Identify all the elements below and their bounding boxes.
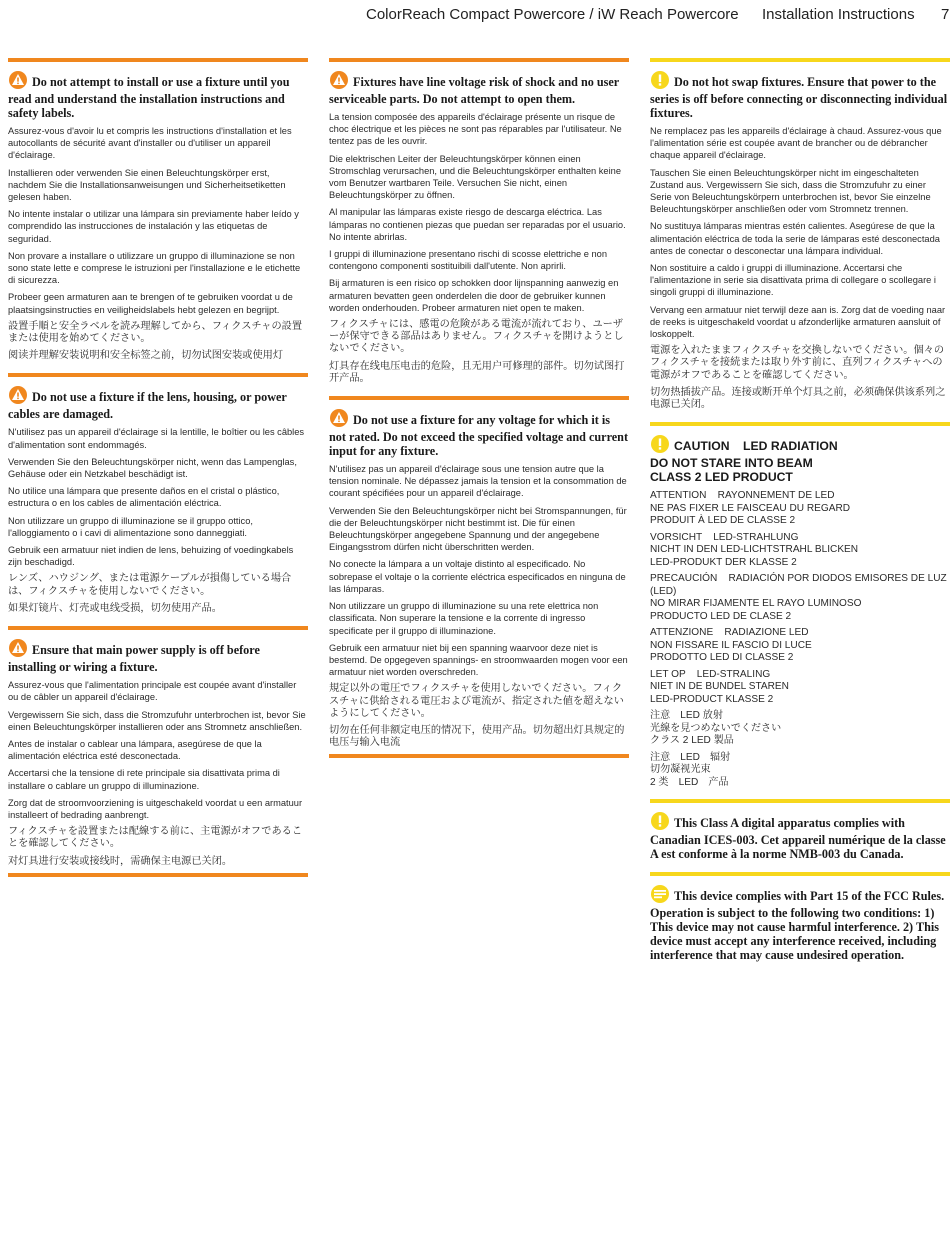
warning-heading: Do not attempt to install or use a fixture until you read and understand the installation instructions and safety labels. bbox=[8, 75, 290, 120]
notice-heading: This device complies with Part 15 of the FCC Rules. Operation is subject to the following two conditions: 1) This device may not cause harmful interference. 2) This device must accept any interference received, including interference that may cause undesired operation. bbox=[650, 889, 945, 963]
warning-heading: Fixtures have line voltage risk of shock and no user serviceable parts. Do not attempt to open them. bbox=[329, 75, 620, 106]
warning-text-nl: Zorg dat de stroomvoorziening is uitgeschakeld voordat u een armatuur installeert of bedrading aanbrengt. bbox=[8, 797, 303, 820]
caution-block-de: VORSICHT LED-STRAHLUNG NICHT IN DEN LED-LICHTSTRAHL BLICKEN LED-PRODUKT DER KLASSE 2 bbox=[650, 531, 859, 568]
warning-hot-swap bbox=[650, 58, 950, 411]
exclamation-circle-icon bbox=[650, 71, 670, 92]
warning-heading: Ensure that main power supply is off before installing or wiring a fixture. bbox=[8, 643, 260, 675]
warning-text-ja: フィクスチャを設置または配線する前に、主電源がオフであることを確認してください。 bbox=[8, 826, 303, 850]
caution-block-es: PRECAUCIÓN RADIACIÓN POR DIODOS EMISORES DE LUZ (LED) NO MIRAR FIJAMENTE EL RAYO LUMINOSO PRODUCTO LED DE CLASE 2 bbox=[650, 573, 950, 622]
caution-led-radiation bbox=[650, 422, 950, 789]
caution-heading-line: DO NOT STARE INTO BEAM bbox=[650, 456, 813, 471]
warning-text-it: Non utilizzare un gruppo di illuminazione su una rete elettrica non classificata. Non superare la tensione e la corrente di ingresso specificate per il gruppo di illuminazione. bbox=[329, 601, 599, 636]
warning-triangle-icon bbox=[8, 386, 28, 407]
note-lines-icon bbox=[650, 885, 670, 906]
warning-text-de: Vergewissern Sie sich, dass die Stromzufuhr unterbrochen ist, bevor Sie einen Beleuchtungskörper installieren oder ans Stromnetz anschließen. bbox=[8, 709, 306, 732]
warning-text-es: Antes de instalar o cablear una lámpara, asegúrese de que la alimentación eléctrica esté desconectada. bbox=[8, 738, 262, 762]
warning-text-nl: Probeer geen armaturen aan te brengen of te gebruiken voordat u de plaatsingsinstructies en veiligheidslabels hebt gelezen en begrijpt. bbox=[8, 292, 293, 315]
warning-heading: Do not use a fixture if the lens, housing, or power cables are damaged. bbox=[8, 390, 287, 422]
warning-rated-voltage bbox=[329, 396, 629, 749]
warning-text-zh: 阅读并理解安装说明和安全标签之前，切勿试图安装或使用灯 bbox=[8, 350, 284, 362]
warning-text-es: No sustituya lámparas mientras estén calientes. Asegúrese de que la alimentación eléctrica de toda la serie de lámparas esté desconectada antes de conectar o desconectar una lámpara individual. bbox=[650, 221, 940, 256]
warning-text-nl: Bij armaturen is een risico op schokken door lijnspanning aanwezig en armaturen bevatten geen onderdelen die door de gebruiker kunnen worden onderhouden. Probeer armaturen niet open te maken. bbox=[329, 278, 619, 313]
warning-line-voltage bbox=[329, 58, 629, 385]
warning-text-it: I gruppi di illuminazione presentano rischi di scosse elettriche e non contengono componenti sostituibili dall'utente. Non aprirli. bbox=[329, 249, 608, 272]
caution-block-fr: ATTENTION RAYONNEMENT DE LED NE PAS FIXER LE FAISCEAU DU REGARD PRODUIT À LED DE CLASSE 2 bbox=[650, 490, 851, 527]
page-number: 7 bbox=[941, 6, 950, 23]
column-right bbox=[650, 58, 950, 967]
warning-text-de: Installieren oder verwenden Sie einen Beleuchtungskörper erst, nachdem Sie die Installationsanweisungen und Sicherheitsetiketten gelesen haben. bbox=[8, 167, 286, 203]
warning-text-zh: 如果灯镜片、灯壳或电线受损，切勿使用产品。 bbox=[8, 602, 222, 614]
warning-text-es: No intente instalar o utilizar una lámpara sin previamente haber leído y comprendido las instrucciones de instalación y las etiquetas de seguridad. bbox=[8, 209, 299, 244]
product-title: ColorReach Compact Powercore / iW Reach Powercore bbox=[366, 6, 739, 23]
exclamation-circle-icon bbox=[650, 435, 670, 456]
warning-triangle-icon bbox=[8, 639, 28, 660]
warning-text-fr: Ne remplacez pas les appareils d'éclairage à chaud. Assurez-vous que l'alimentation série est coupée avant de brancher ou de débrancher chaque appareil d'éclairage. bbox=[650, 126, 942, 161]
warning-power-off bbox=[8, 626, 308, 868]
warning-text-de: Verwenden Sie den Beleuchtungskörper nicht bei Stromspannungen, für die der Beleuchtungskörper nicht bestimmt ist. Die für einen Beleuchtungskörper angegebene Spannung und der angegebene Eingangsstrom dürfen nicht überschritten werden. bbox=[329, 505, 627, 553]
caution-heading-line: CLASS 2 LED PRODUCT bbox=[650, 470, 793, 485]
warning-text-zh: 对灯具进行安装或接线时，需确保主电源已关闭。 bbox=[8, 855, 233, 867]
notice-heading: This Class A digital apparatus complies with Canadian ICES-003. Cet appareil numérique de la classe A est conforme à la norme NMB-003 du Canada. bbox=[650, 816, 946, 862]
warning-text-ja: 電源を入れたままフィクスチャを交換しないでください。個々のフィクスチャを接続または取り外す前に、直列フィクスチャへの電源がオフであることを確認してください。 bbox=[650, 345, 945, 381]
warning-text-ja: レンズ、ハウジング、または電源ケーブルが損傷している場合は、フィクスチャを使用しないでください。 bbox=[8, 573, 292, 597]
warning-heading: Do not hot swap fixtures. Ensure that power to the series is off before connecting or disconnecting individual fixtures. bbox=[650, 75, 948, 120]
warning-text-ja: 設置手順と安全ラベルを読み理解してから、フィクスチャの設置または使用を始めてください。 bbox=[8, 320, 303, 345]
caution-block-zh: 注意 LED 辐射 切勿凝视光束 2 类 LED 产品 bbox=[650, 751, 731, 788]
caution-block-nl: LET OP LED-STRALING NIET IN DE BUNDEL STAREN LED-PRODUCT KLASSE 2 bbox=[650, 668, 789, 705]
warning-text-zh: 灯具存在线电压电击的危险，且无用户可修理的部件。切勿试图打开产品。 bbox=[329, 360, 625, 384]
warning-text-ja: 規定以外の電圧でフィクスチャを使用しないでください。フィクスチャに供給される電圧および電流が、指定された値を超えないようにしてください。 bbox=[329, 683, 624, 719]
page-header bbox=[0, 6, 950, 28]
warning-damaged-fixture bbox=[8, 373, 308, 615]
warning-triangle-icon bbox=[329, 71, 349, 92]
warning-text-it: Accertarsi che la tensione di rete principale sia disattivata prima di installare o cablare un gruppo di illuminazione. bbox=[8, 768, 280, 791]
warning-text-es: Al manipular las lámparas existe riesgo de descarga eléctrica. Las lámparas no contienen piezas que puedan ser reparadas por el usuario. No intente abrirlas. bbox=[329, 207, 626, 242]
warning-text-nl: Vervang een armatuur niet terwijl deze aan is. Zorg dat de voeding naar de reeks is uitgeschakeld voordat u afzonderlijke armaturen aansluit of loskoppelt. bbox=[650, 304, 946, 340]
exclamation-circle-icon bbox=[650, 812, 670, 833]
warning-text-nl: Gebruik een armatuur niet bij een spanning waarvoor deze niet is bestemd. De opgegeven spannings- en stroomwaarden mogen voor een armatuur niet worden overschreden. bbox=[329, 642, 628, 678]
notice-ices bbox=[650, 799, 950, 861]
warning-heading: Do not use a fixture for any voltage for which it is not rated. Do not exceed the specified voltage and current input for any fixture. bbox=[329, 413, 628, 459]
warning-text-fr: N'utilisez pas un appareil d'éclairage sous une tension autre que la tension nominale. Ne dépassez jamais la tension et la consommation de courant spécifiées pour un appareil d'éclairage. bbox=[329, 464, 627, 499]
caution-block-it: ATTENZIONE RADIAZIONE LED NON FISSARE IL FASCIO DI LUCE PRODOTTO LED DI CLASSE 2 bbox=[650, 627, 812, 664]
warning-text-fr: La tension composée des appareils d'éclairage présente un risque de choc électrique et les pièces ne sont pas réparables par l'utilisateur. Ne tentez pas de les ouvrir. bbox=[329, 112, 622, 147]
warning-text-es: No utilice una lámpara que presente daños en el cristal o plástico, estructura o en los cables de alimentación eléctrica. bbox=[8, 486, 280, 509]
warning-text-it: Non sostituire a caldo i gruppi di illuminazione. Accertarsi che l'alimentazione in serie sia disattivata prima di collegare o scollegare i singoli gruppi di illuminazione. bbox=[650, 263, 936, 298]
warning-text-fr: Assurez-vous d'avoir lu et compris les instructions d'installation et les autocollants de sécurité avant d'installer ou d'utiliser un appareil d'éclairage. bbox=[8, 126, 292, 161]
warning-text-fr: Assurez-vous que l'alimentation principale est coupée avant d'installer ou de câbler un appareil d'éclairage. bbox=[8, 680, 297, 703]
caution-heading-line: CAUTION LED RADIATION bbox=[674, 439, 838, 454]
column-middle bbox=[329, 58, 629, 758]
warning-text-nl: Gebruik een armatuur niet indien de lens, behuizing of voedingkabels zijn beschadigd. bbox=[8, 545, 294, 568]
document-title: Installation Instructions bbox=[762, 6, 915, 23]
warning-text-de: Verwenden Sie den Beleuchtungskörper nicht, wenn das Lampenglas, Gehäuse oder ein Netzkabel beschädigt ist. bbox=[8, 456, 297, 480]
warning-text-es: No conecte la lámpara a un voltaje distinto al especificado. No sobrepase el voltaje o la corriente eléctrica especificados en ninguna de las lámparas. bbox=[329, 559, 626, 594]
warning-text-it: Non utilizzare un gruppo di illuminazione se il gruppo ottico, l'alloggiamento o i cavi di alimentazione sono danneggiati. bbox=[8, 515, 253, 538]
warning-text-ja: フィクスチャには、感電の危険がある電流が流れており、ユーザーが保守できる部品はありません。フィクスチャを開けようとしないでください。 bbox=[329, 319, 624, 355]
warning-text-de: Tauschen Sie einen Beleuchtungskörper nicht im eingeschalteten Zustand aus. Vergewissern Sie sich, dass die Stromzufuhr zu einer Serie von Beleuchtungskörpern unterbrochen ist, bevor Sie einzelne Beleuchtungskörper anschließen oder vom Stromnetz trennen. bbox=[650, 167, 931, 215]
notice-fcc bbox=[650, 872, 950, 962]
warning-text-de: Die elektrischen Leiter der Beleuchtungskörper können einen Stromschlag verursachen, und die Beleuchtungskörper enthalten keine vom Benutzer wartbaren Teile. Versuchen Sie nicht, einen Beleuchtungskörper zu öffnen. bbox=[329, 153, 621, 201]
section-divider bbox=[8, 873, 308, 877]
warning-triangle-icon bbox=[8, 71, 28, 92]
warning-text-it: Non provare a installare o utilizzare un gruppo di illuminazione se non sono state lette e comprese le istruzioni per l'installazione e le etichette di sicurezza. bbox=[8, 250, 301, 286]
warning-text-zh: 切勿在任何非额定电压的情况下，使用产品。切勿超出灯具规定的电压与输入电流 bbox=[329, 724, 625, 749]
column-left bbox=[8, 58, 308, 877]
section-divider bbox=[329, 754, 629, 758]
warning-triangle-icon bbox=[329, 409, 349, 430]
warning-text-fr: N'utilisez pas un appareil d'éclairage si la lentille, le boîtier ou les câbles d'alimentation sont endommagés. bbox=[8, 427, 305, 450]
warning-read-instructions bbox=[8, 58, 308, 362]
warning-text-zh: 切勿热插拔产品。连接或断开单个灯具之前，必须确保供该系列之电源已关闭。 bbox=[650, 386, 946, 411]
caution-block-ja: 注意 LED 放射 光線を見つめないでください クラス 2 LED 製品 bbox=[650, 710, 782, 747]
